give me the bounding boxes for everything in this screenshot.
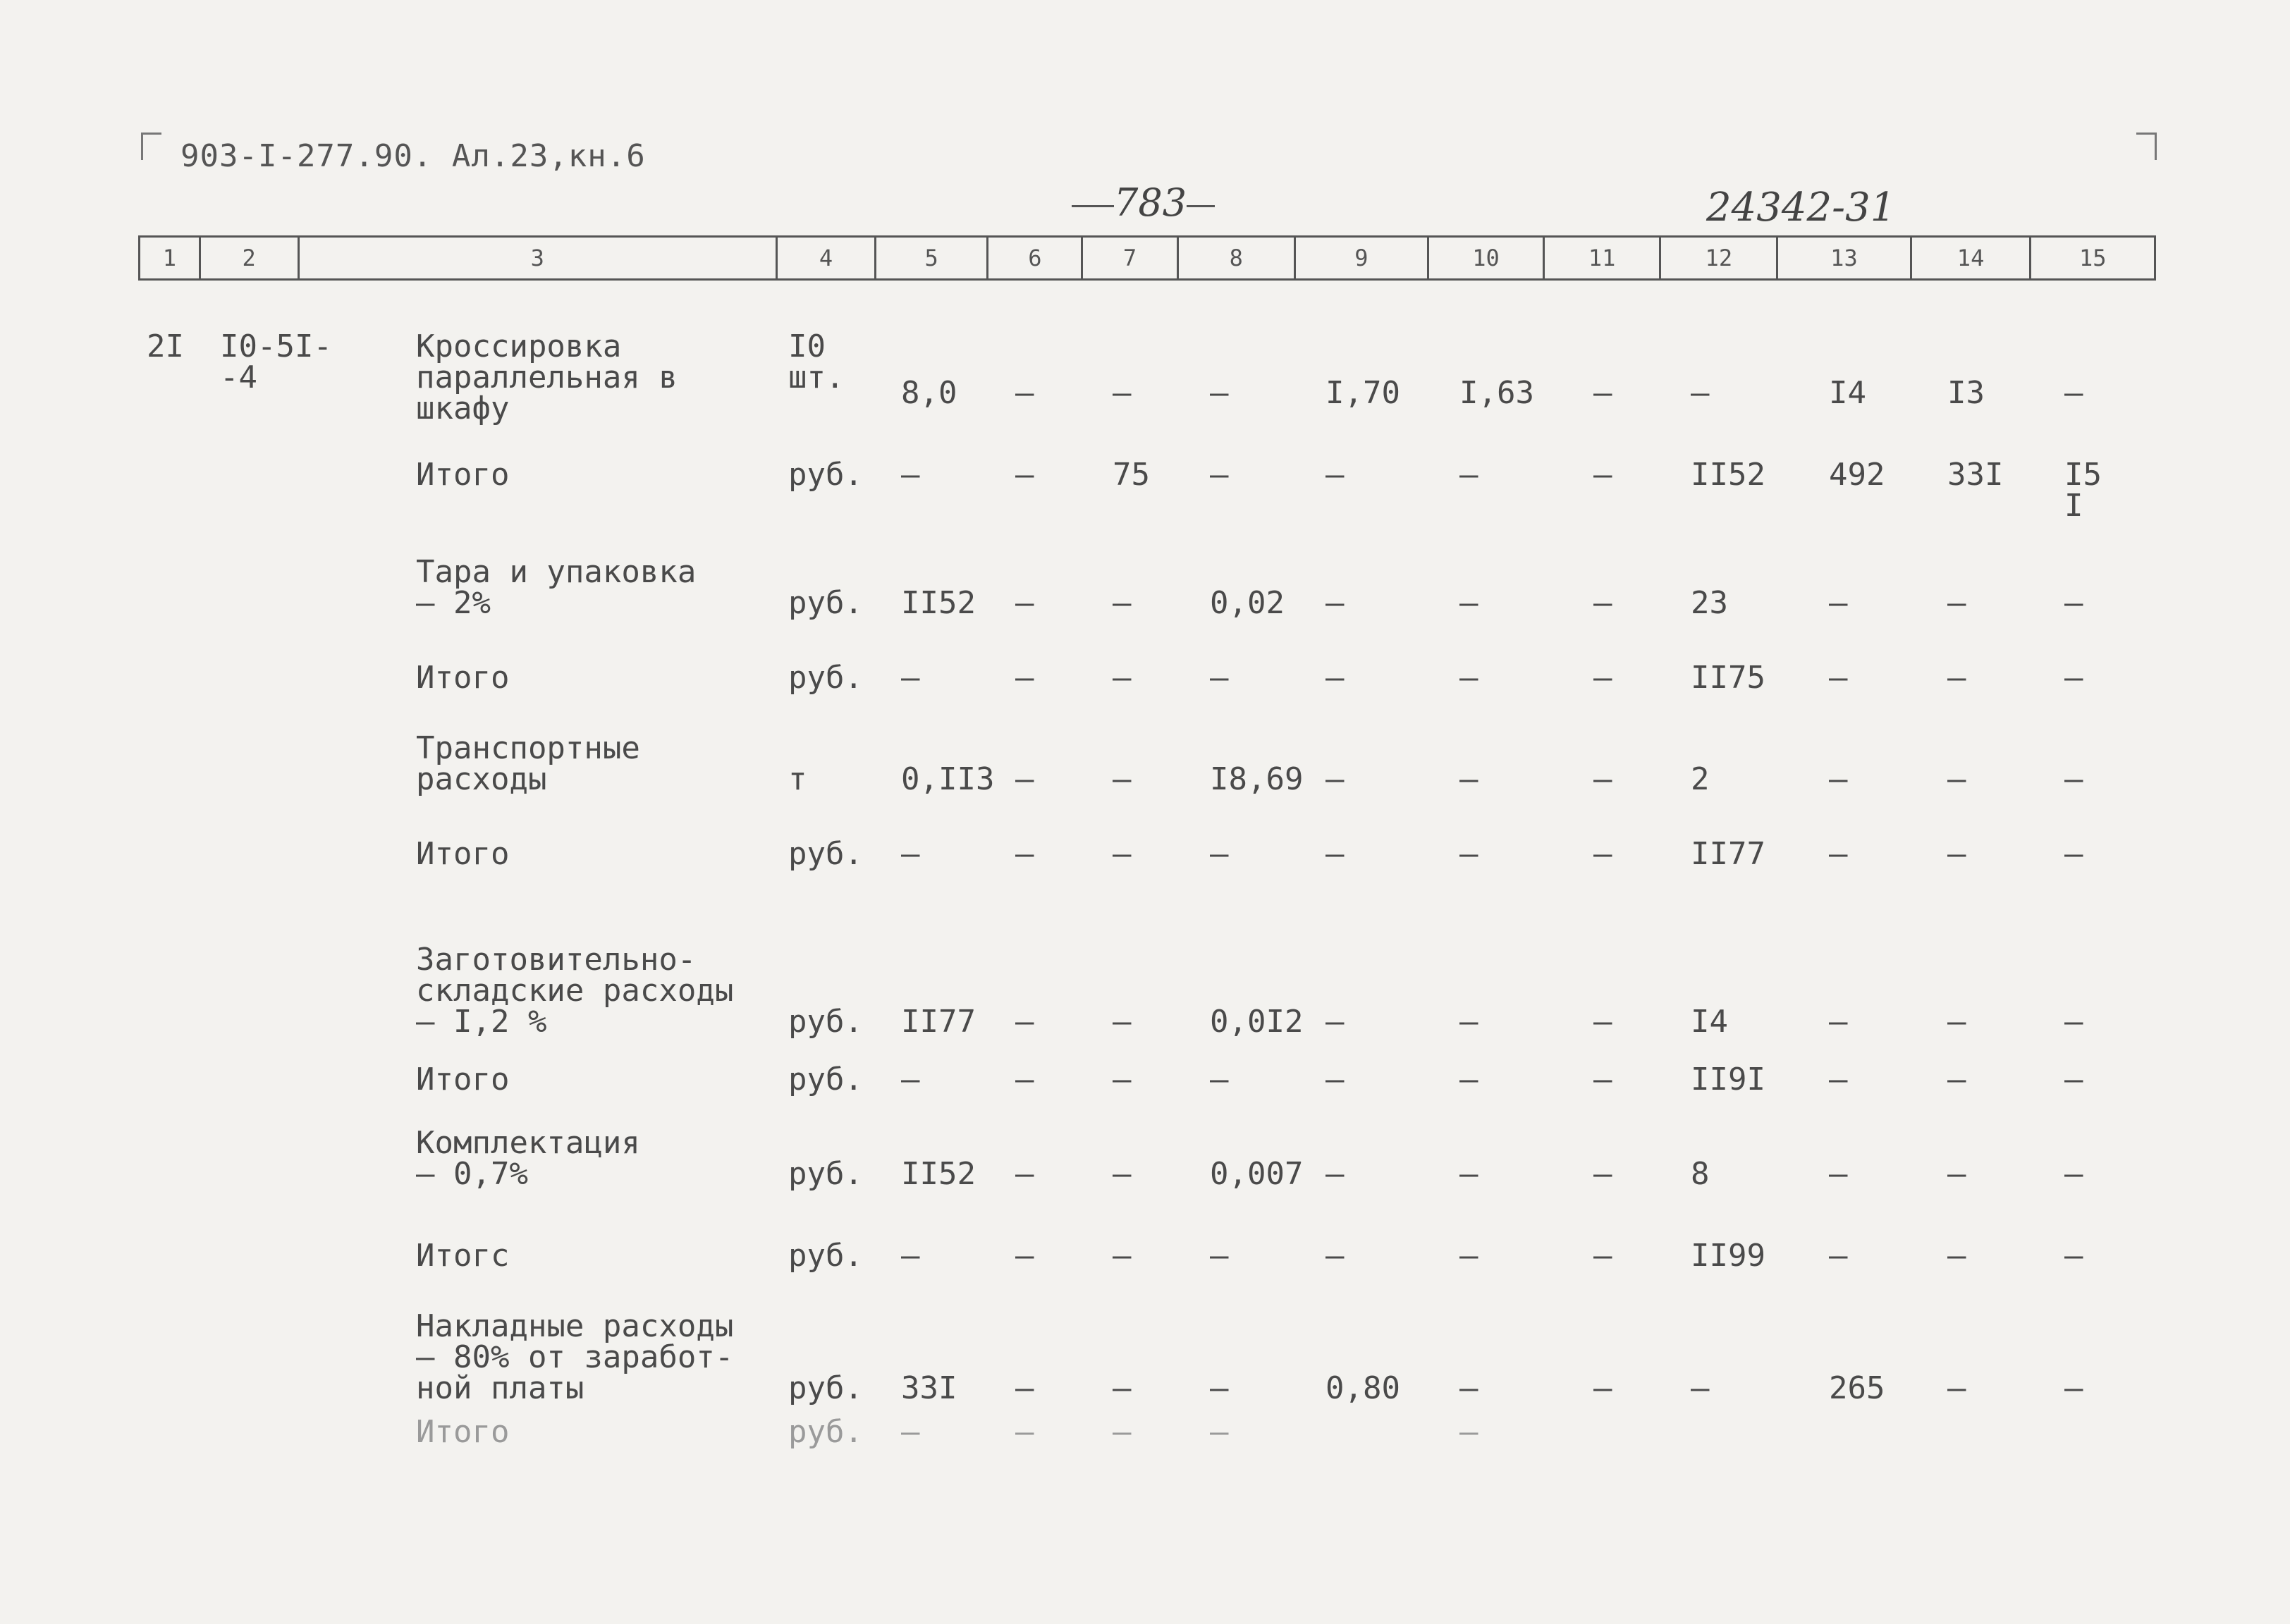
cell-c11: –: [1593, 761, 1612, 797]
cell-c10: –: [1459, 660, 1478, 696]
cell-name: Тара и упаковка – 2%: [416, 554, 697, 621]
cell-unit: руб.: [788, 836, 863, 872]
cell-c15: –: [2064, 836, 2083, 872]
cell-code: I0-5I- -4: [220, 328, 332, 395]
cell-c5: –: [901, 1414, 920, 1450]
cell-c6: –: [1015, 585, 1034, 621]
cell-c15: –: [2064, 1004, 2083, 1040]
cell-unit: руб.: [788, 660, 863, 696]
cell-c11: –: [1593, 1156, 1612, 1192]
cell-c15: –: [2064, 375, 2083, 411]
cell-c13: –: [1829, 1238, 1848, 1274]
cell-c10: –: [1459, 761, 1478, 797]
cell-unit: руб.: [788, 1062, 863, 1097]
cell-unit: руб.: [788, 1004, 863, 1040]
cell-c10: –: [1459, 1370, 1478, 1406]
cell-c8: –: [1210, 1238, 1229, 1274]
cell-name: Итого: [416, 660, 510, 696]
cell-c15: I5 I: [2064, 457, 2102, 524]
cell-name: Кроссировка параллельная в шкафу: [416, 328, 678, 426]
cell-c7: –: [1113, 1414, 1132, 1450]
column-header: 5: [876, 238, 989, 278]
column-header: 14: [1912, 238, 2032, 278]
cell-c5: II77: [901, 1004, 976, 1040]
cell-c7: –: [1113, 660, 1132, 696]
cell-c9: –: [1325, 660, 1345, 696]
column-header: 6: [988, 238, 1083, 278]
cell-c11: –: [1593, 1238, 1612, 1274]
cell-c13: –: [1829, 761, 1848, 797]
cell-c13: –: [1829, 585, 1848, 621]
cell-unit: руб.: [788, 1414, 863, 1450]
cell-c14: –: [1947, 1156, 1966, 1192]
cell-c8: –: [1210, 375, 1229, 411]
cell-c15: –: [2064, 1238, 2083, 1274]
column-header: 13: [1778, 238, 1912, 278]
cell-c5: –: [901, 836, 920, 872]
cell-c12: II99: [1691, 1238, 1765, 1274]
cell-c9: –: [1325, 1004, 1345, 1040]
cell-c9: I,70: [1325, 375, 1400, 411]
cell-c14: –: [1947, 1004, 1966, 1040]
cell-name: Накладные расходы – 80% от заработ- ной платы: [416, 1308, 734, 1406]
cell-c5: 0,II3: [901, 761, 995, 797]
cell-c8: 0,007: [1210, 1156, 1304, 1192]
column-header: 10: [1429, 238, 1545, 278]
cell-c14: I3: [1947, 375, 1985, 411]
cell-unit: I0 шт.: [788, 328, 845, 395]
cell-c15: –: [2064, 761, 2083, 797]
cell-c5: 33I: [901, 1370, 957, 1406]
cell-name: Итого: [416, 1062, 510, 1097]
column-header: 8: [1179, 238, 1296, 278]
cell-c7: –: [1113, 1004, 1132, 1040]
cell-c6: –: [1015, 1370, 1034, 1406]
cell-c12: –: [1691, 375, 1710, 411]
cell-c8: –: [1210, 836, 1229, 872]
cell-c5: 8,0: [901, 375, 957, 411]
cell-name: Транспортные расходы: [416, 730, 640, 797]
cell-name: Комплектация – 0,7%: [416, 1125, 640, 1192]
cell-c6: –: [1015, 375, 1034, 411]
column-header: 3: [300, 238, 778, 278]
cell-unit: руб.: [788, 457, 863, 493]
cell-c9: –: [1325, 585, 1345, 621]
cell-c10: –: [1459, 1414, 1478, 1450]
cell-c14: –: [1947, 1238, 1966, 1274]
cell-c15: –: [2064, 585, 2083, 621]
cell-c5: –: [901, 1062, 920, 1097]
cell-c10: –: [1459, 1238, 1478, 1274]
column-header: 2: [201, 238, 300, 278]
cell-num: 2I: [147, 328, 184, 364]
cell-c10: I,63: [1459, 375, 1534, 411]
cell-c9: 0,80: [1325, 1370, 1400, 1406]
cell-c7: –: [1113, 1156, 1132, 1192]
page-number: 783: [1072, 180, 1215, 225]
cell-c12: –: [1691, 1370, 1710, 1406]
cell-c12: II77: [1691, 836, 1765, 872]
cell-c15: –: [2064, 1062, 2083, 1097]
cell-c8: 0,02: [1210, 585, 1285, 621]
cell-c9: –: [1325, 1156, 1345, 1192]
cell-c8: –: [1210, 1062, 1229, 1097]
cell-c13: –: [1829, 1156, 1848, 1192]
cell-c8: –: [1210, 1414, 1229, 1450]
cell-c12: II52: [1691, 457, 1765, 493]
cell-unit: руб.: [788, 1238, 863, 1274]
cell-c10: –: [1459, 1004, 1478, 1040]
cell-c12: I4: [1691, 1004, 1728, 1040]
cell-c6: –: [1015, 1414, 1034, 1450]
document-code: 903-I-277.90. Ал.23,кн.6: [180, 138, 646, 174]
cell-c11: –: [1593, 457, 1612, 493]
cell-c9: –: [1325, 457, 1345, 493]
column-header: 11: [1545, 238, 1662, 278]
column-header: 1: [140, 238, 201, 278]
cell-c13: –: [1829, 1004, 1848, 1040]
cell-c5: II52: [901, 585, 976, 621]
cell-c13: –: [1829, 836, 1848, 872]
cell-c11: –: [1593, 660, 1612, 696]
cell-c6: –: [1015, 1004, 1034, 1040]
cell-name: Заготовительно- складские расходы – I,2 %: [416, 942, 734, 1040]
cell-c6: –: [1015, 660, 1034, 696]
cell-c11: –: [1593, 1004, 1612, 1040]
cell-c8: –: [1210, 1370, 1229, 1406]
cell-c14: –: [1947, 1370, 1966, 1406]
cell-c14: 33I: [1947, 457, 2004, 493]
column-header: 12: [1661, 238, 1778, 278]
cell-c14: –: [1947, 836, 1966, 872]
cell-unit: руб.: [788, 1370, 863, 1406]
cell-c6: –: [1015, 836, 1034, 872]
cell-c9: –: [1325, 1238, 1345, 1274]
document-number: 24342-31: [1706, 185, 1896, 230]
cell-c9: –: [1325, 761, 1345, 797]
cell-c12: II9I: [1691, 1062, 1765, 1097]
cell-c8: 0,0I2: [1210, 1004, 1304, 1040]
cell-c5: –: [901, 457, 920, 493]
cell-c6: –: [1015, 1156, 1034, 1192]
cell-name: Итого: [416, 836, 510, 872]
cell-c13: –: [1829, 1062, 1848, 1097]
column-header-row: [138, 235, 2156, 281]
cell-c6: –: [1015, 1238, 1034, 1274]
column-header: 4: [778, 238, 876, 278]
cell-c8: I8,69: [1210, 761, 1304, 797]
cell-name: Итого: [416, 1414, 510, 1450]
cell-c8: –: [1210, 660, 1229, 696]
cell-c6: –: [1015, 761, 1034, 797]
cell-c10: –: [1459, 457, 1478, 493]
column-header: 7: [1083, 238, 1179, 278]
cell-c7: –: [1113, 761, 1132, 797]
cell-unit: т: [788, 761, 807, 797]
cell-c5: II52: [901, 1156, 976, 1192]
cell-c12: 2: [1691, 761, 1710, 797]
column-header: 15: [2078, 245, 2107, 271]
cell-c7: 75: [1113, 457, 1150, 493]
cell-c10: –: [1459, 836, 1478, 872]
cell-c5: –: [901, 1238, 920, 1274]
cell-unit: руб.: [788, 1156, 863, 1192]
cell-c14: –: [1947, 761, 1966, 797]
cell-c12: 23: [1691, 585, 1728, 621]
cell-c7: –: [1113, 1370, 1132, 1406]
cell-c15: –: [2064, 1156, 2083, 1192]
cell-c7: –: [1113, 836, 1132, 872]
cell-c10: –: [1459, 1156, 1478, 1192]
cell-c9: –: [1325, 1062, 1345, 1097]
cell-c14: –: [1947, 660, 1966, 696]
corner-mark-top-right: [2136, 133, 2157, 160]
cell-c7: –: [1113, 375, 1132, 411]
cell-c6: –: [1015, 1062, 1034, 1097]
cell-unit: руб.: [788, 585, 863, 621]
cell-c10: –: [1459, 585, 1478, 621]
cell-c11: –: [1593, 1062, 1612, 1097]
cell-c15: –: [2064, 1370, 2083, 1406]
cell-c13: I4: [1829, 375, 1866, 411]
cell-c14: –: [1947, 1062, 1966, 1097]
cell-c12: II75: [1691, 660, 1765, 696]
cell-c7: –: [1113, 1062, 1132, 1097]
cell-c9: –: [1325, 836, 1345, 872]
cell-c6: –: [1015, 457, 1034, 493]
cell-c5: –: [901, 660, 920, 696]
cell-c11: –: [1593, 1370, 1612, 1406]
corner-mark-top-left: [141, 133, 161, 160]
cell-c11: –: [1593, 375, 1612, 411]
cell-c7: –: [1113, 585, 1132, 621]
cell-c11: –: [1593, 585, 1612, 621]
cell-c7: –: [1113, 1238, 1132, 1274]
cell-name: Итогс: [416, 1238, 510, 1274]
cell-c13: –: [1829, 660, 1848, 696]
cell-c11: –: [1593, 836, 1612, 872]
cell-c13: 265: [1829, 1370, 1885, 1406]
cell-c13: 492: [1829, 457, 1885, 493]
cell-c8: –: [1210, 457, 1229, 493]
cell-c12: 8: [1691, 1156, 1710, 1192]
cell-c14: –: [1947, 585, 1966, 621]
column-header: 9: [1296, 238, 1430, 278]
cell-name: Итого: [416, 457, 510, 493]
cell-c15: –: [2064, 660, 2083, 696]
cell-c10: –: [1459, 1062, 1478, 1097]
